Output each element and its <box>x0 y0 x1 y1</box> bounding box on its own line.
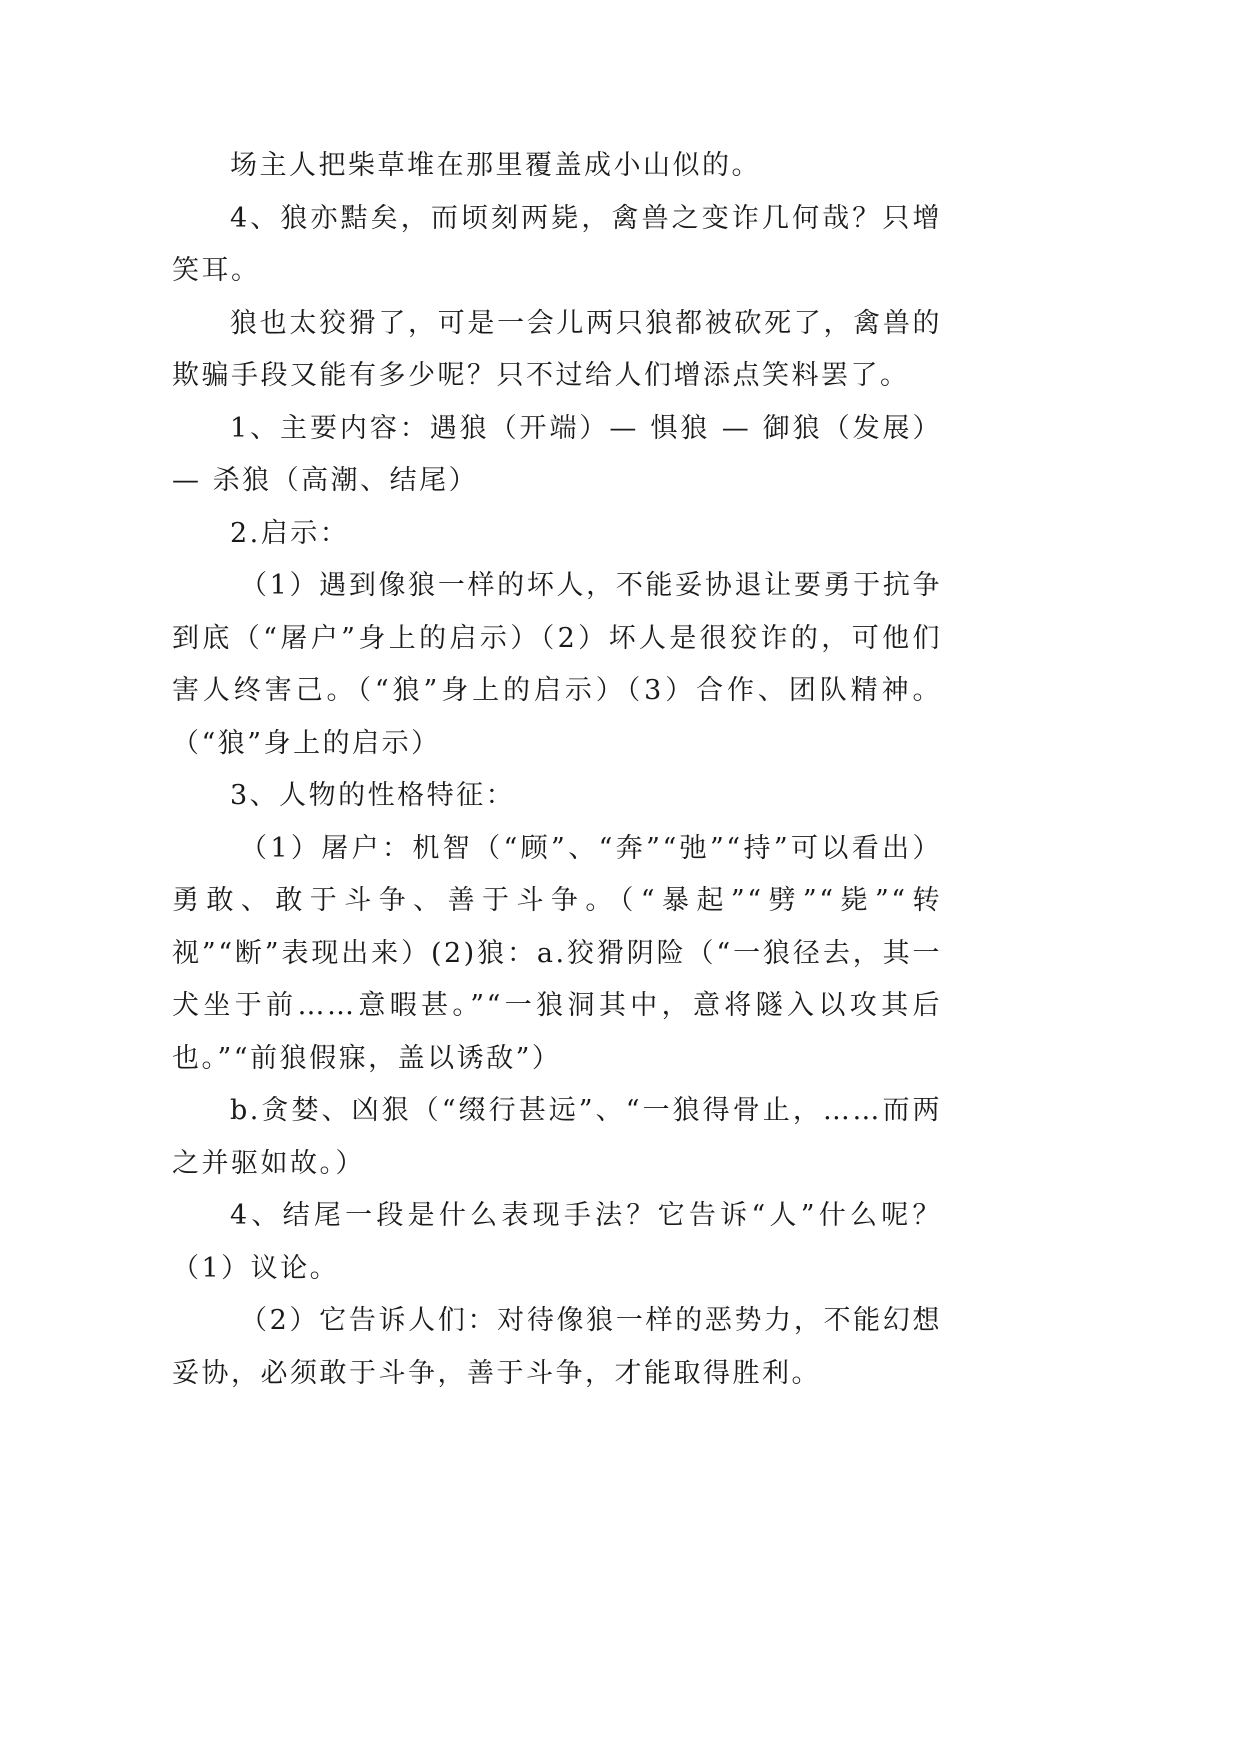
paragraph: 3、人物的性格特征： <box>230 780 516 811</box>
paragraph: 4、狼亦黠矣，而顷刻两毙，禽兽之变诈几何哉？只增笑耳。 <box>172 202 942 286</box>
paragraph: （1）遇到像狼一样的坏人，不能妥协退让要勇于抗争到底（“屠户”身上的启示）（2）坏人是很狡诈的，可他们害人终害己。（“狼”身上的启示）（3）合作、团队精神。（“狼”身上的启示） <box>172 570 942 759</box>
paragraph: 场主人把柴草堆在那里覆盖成小山似的。 <box>230 150 761 181</box>
paragraph: 2.启示： <box>230 517 350 549</box>
paragraph: 狼也太狡猾了，可是一会儿两只狼都被砍死了，禽兽的欺骗手段又能有多少呢？只不过给人们增添点笑料罢了。 <box>172 307 942 391</box>
paragraph: （1）屠户：机智（“顾”、“奔”“弛”“持”可以看出）勇敢、敢于斗争、善于斗争。（“暴起”“劈”“毙”“转视”“断”表现出来）(2)狼：a.狡猾阴险（“一狼径去，其一犬坐于前……意暇甚。”“一狼洞其中，意将隧入以攻其后也。”“前狼假寐，盖以诱敌”） <box>172 832 942 1074</box>
paragraph: 1、主要内容：遇狼（开端）— 惧狼 — 御狼（发展）— 杀狼（高潮、结尾） <box>172 412 942 496</box>
document-body <box>172 140 942 1400</box>
paragraph: 4、结尾一段是什么表现手法？它告诉“人”什么呢？（1）议论。 <box>172 1200 942 1284</box>
paragraph: b.贪婪、凶狠（“缀行甚远”、“一狼得骨止，……而两之并驱如故。） <box>172 1095 942 1179</box>
paragraph: （2）它告诉人们：对待像狼一样的恶势力，不能幻想妥协，必须敢于斗争，善于斗争，才能取得胜利。 <box>172 1305 942 1389</box>
